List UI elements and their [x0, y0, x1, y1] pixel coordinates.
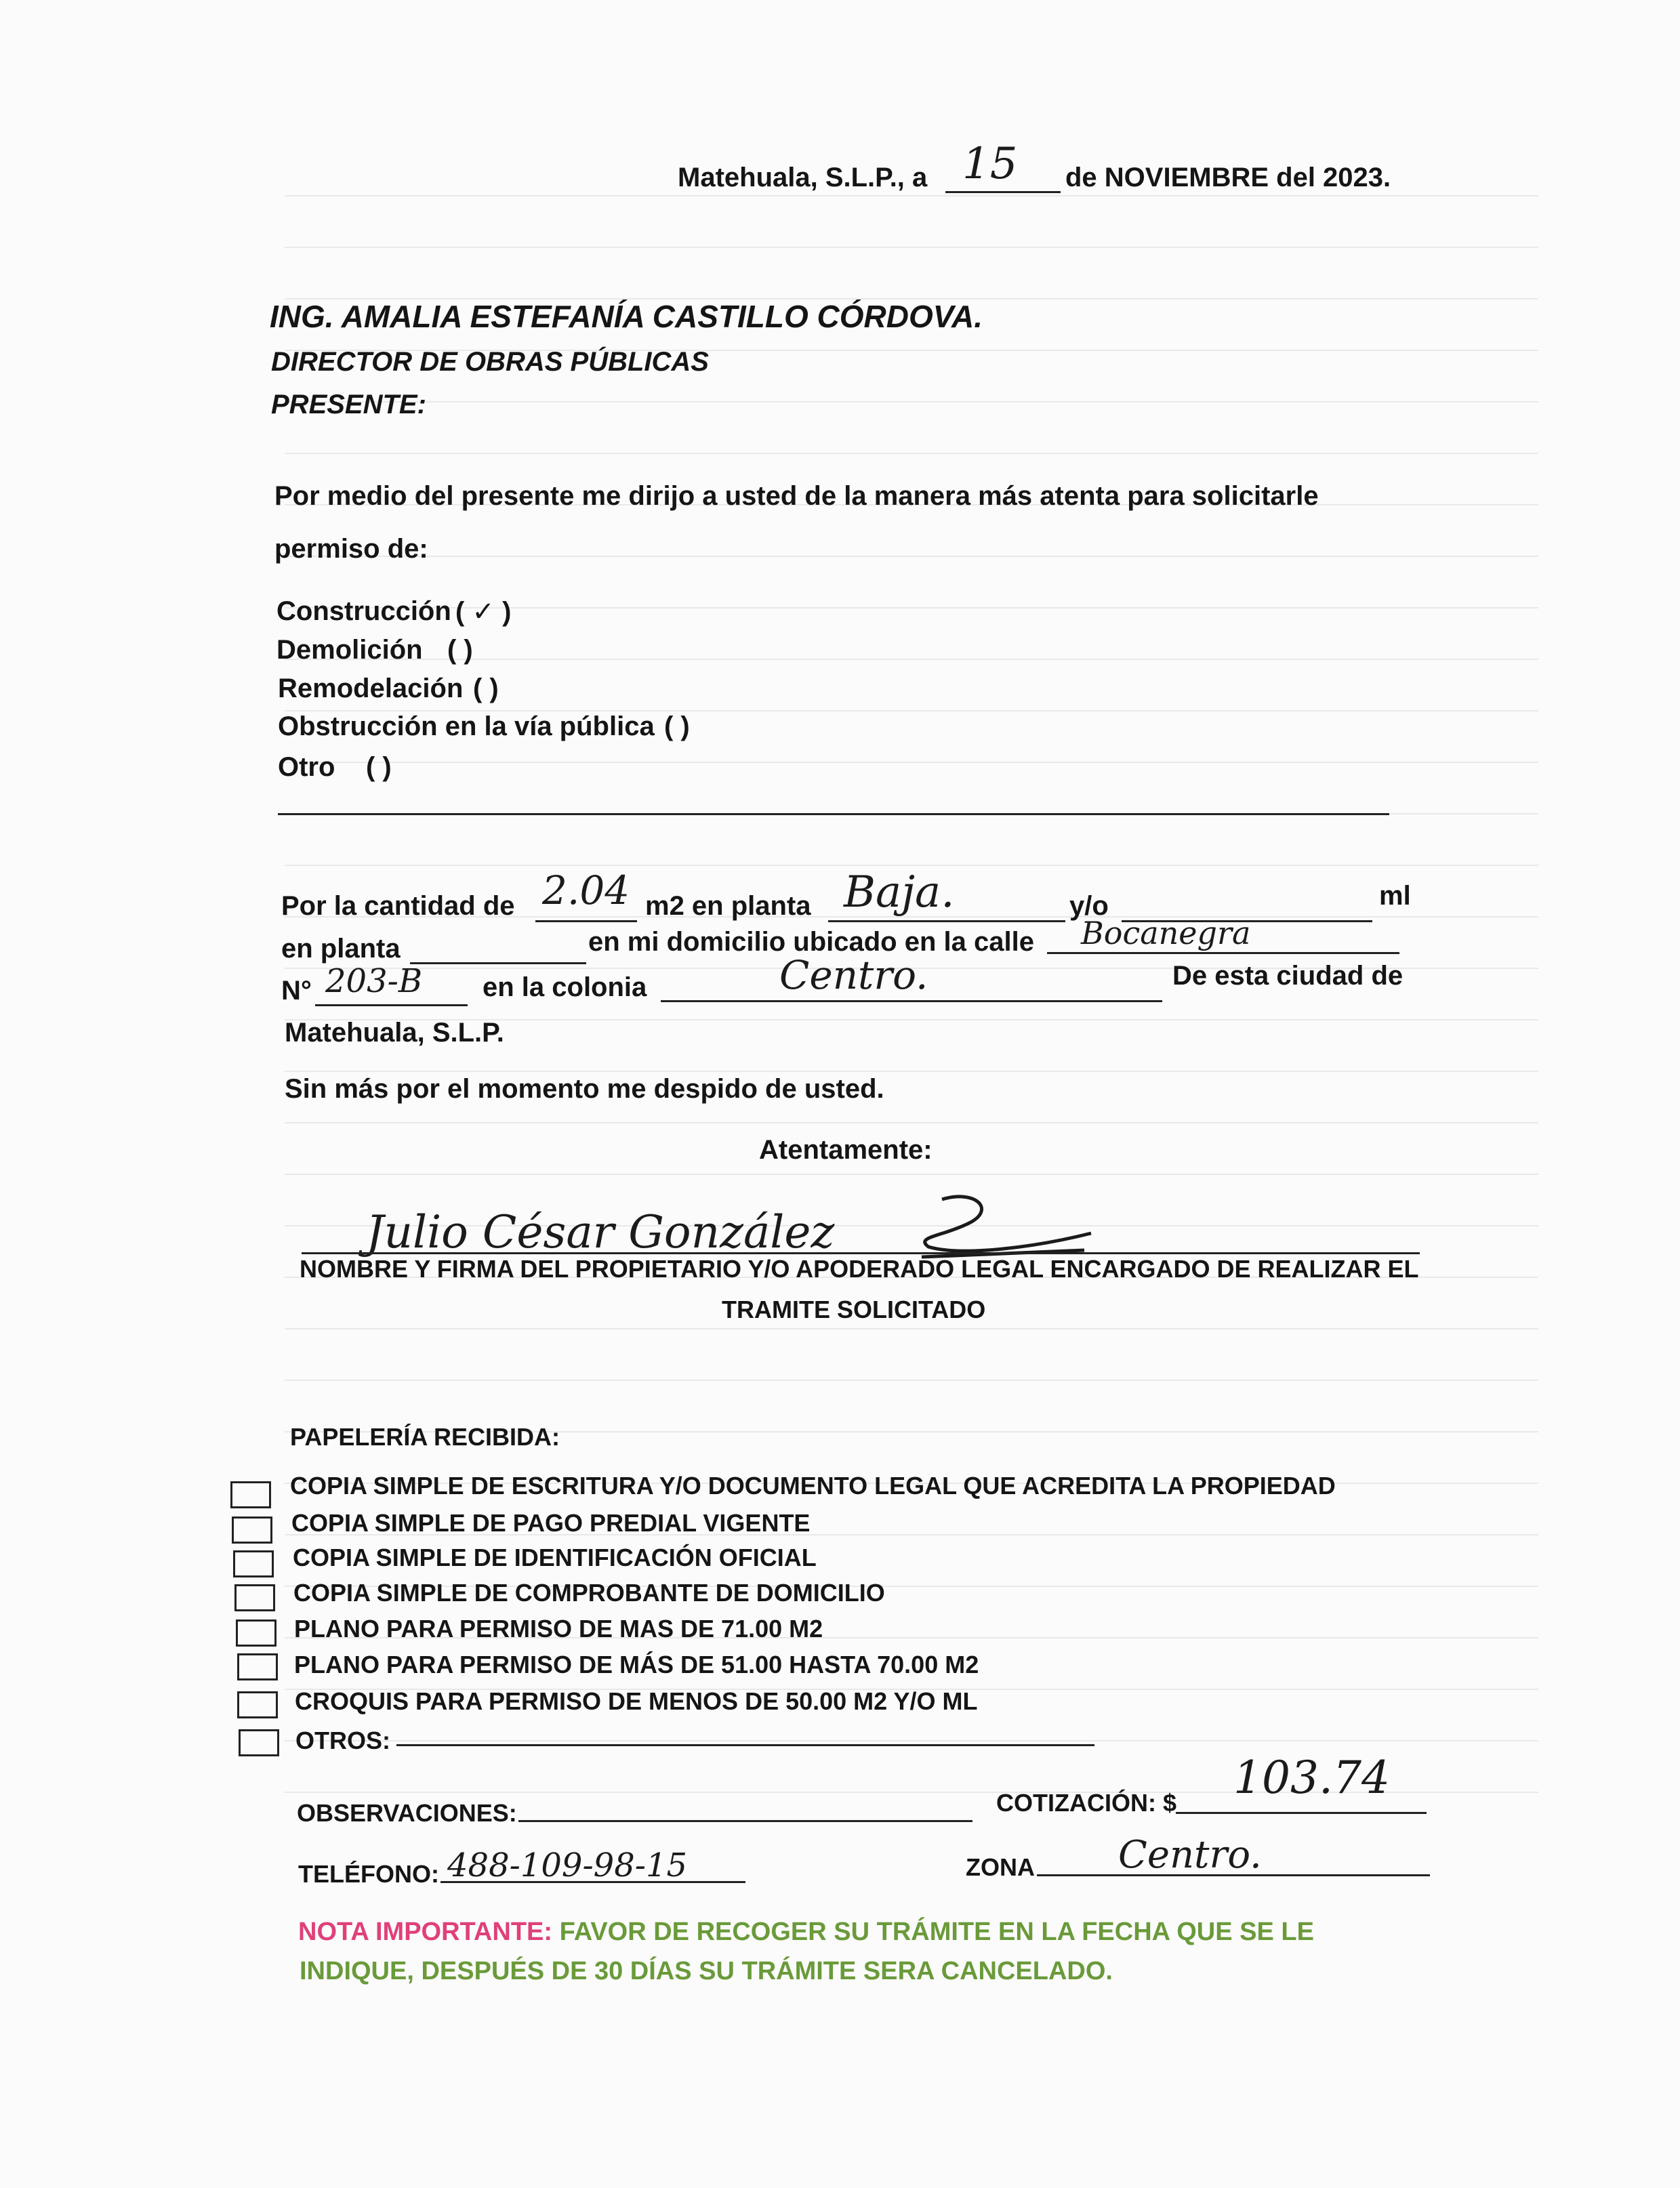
unit-label: m2 en planta — [645, 891, 811, 921]
quantity-label: Por la cantidad de — [281, 891, 515, 921]
quantity-line — [535, 920, 637, 922]
cotizacion-label: COTIZACIÓN: $ — [996, 1789, 1176, 1817]
documents-heading: PAPELERÍA RECIBIDA: — [290, 1423, 560, 1451]
cotizacion-line — [1176, 1812, 1427, 1814]
colonia-line — [661, 1000, 1162, 1002]
doc-item-predial: COPIA SIMPLE DE PAGO PREDIAL VIGENTE — [291, 1509, 811, 1537]
number-line — [315, 1004, 468, 1006]
cotizacion-value: 103.74 — [1233, 1752, 1390, 1804]
option-demolicion-label: Demolición — [276, 635, 423, 665]
farewell-text: Sin más por el momento me despido de usted. — [285, 1074, 884, 1104]
telefono-value: 488-109-98-15 — [447, 1846, 688, 1884]
option-construccion-mark[interactable]: ( ✓ ) — [455, 597, 512, 627]
date-suffix: de NOVIEMBRE del 2023. — [1065, 163, 1391, 192]
day-line — [945, 191, 1061, 193]
telefono-label: TELÉFONO: — [298, 1860, 439, 1888]
otros-line — [396, 1744, 1094, 1746]
addressee-presente: PRESENTE: — [271, 390, 426, 419]
doc-item-croquis: CROQUIS PARA PERMISO DE MENOS DE 50.00 M2 Y/O ML — [295, 1687, 978, 1715]
domicilio-label: en mi domicilio ubicado en la calle — [588, 927, 1034, 957]
quantity-value: 2.04 — [542, 867, 630, 913]
doc-checkbox-plano-71[interactable] — [236, 1619, 276, 1647]
street-line — [1047, 952, 1399, 954]
signature-caption-1: NOMBRE Y FIRMA DEL PROPIETARIO Y/O APODERADO LEGAL ENCARGADO DE REALIZAR EL — [300, 1255, 1419, 1283]
colonia-label: en la colonia — [483, 972, 647, 1002]
option-otro-label: Otro — [278, 752, 335, 782]
option-remodelacion-mark[interactable]: ( ) — [473, 674, 499, 703]
street-value: Bocanegra — [1081, 915, 1251, 951]
option-obstruccion-label: Obstrucción en la vía pública — [278, 711, 655, 741]
doc-item-escritura: COPIA SIMPLE DE ESCRITURA Y/O DOCUMENTO LEGAL QUE ACREDITA LA PROPIEDAD — [290, 1472, 1336, 1500]
zona-value: Centro. — [1118, 1833, 1262, 1877]
doc-checkbox-predial[interactable] — [232, 1516, 272, 1544]
doc-checkbox-identificacion[interactable] — [233, 1550, 274, 1577]
addressee-name: ING. AMALIA ESTEFANÍA CASTILLO CÓRDOVA. — [270, 299, 983, 334]
option-obstruccion-mark[interactable]: ( ) — [664, 711, 690, 741]
doc-item-domicilio: COPIA SIMPLE DE COMPROBANTE DE DOMICILIO — [293, 1579, 885, 1607]
intro-line-1: Por medio del presente me dirijo a usted de la manera más atenta para solicitarle — [274, 481, 1319, 511]
city-label: De esta ciudad de — [1172, 961, 1404, 991]
important-note-label: NOTA IMPORTANTE: — [298, 1918, 553, 1946]
important-note-line-1 — [298, 1918, 1314, 1947]
city-value: Matehuala, S.L.P. — [285, 1018, 504, 1048]
day-value: 15 — [962, 139, 1018, 189]
doc-checkbox-domicilio[interactable] — [234, 1584, 275, 1611]
number-value: 203-B — [325, 962, 423, 1000]
important-note-text-2: INDIQUE, DESPUÉS DE 30 DÍAS SU TRÁMITE SERA CANCELADO. — [300, 1957, 1113, 1985]
otro-blank-line — [278, 813, 1389, 815]
doc-item-plano-51: PLANO PARA PERMISO DE MÁS DE 51.00 HASTA 70.00 M2 — [294, 1651, 979, 1678]
yo-label: y/o — [1069, 891, 1109, 921]
signer-name: Julio César González — [366, 1206, 835, 1258]
regards-text: Atentamente: — [759, 1135, 933, 1165]
planta-value: Baja. — [844, 867, 955, 917]
planta-line — [828, 920, 1065, 922]
observaciones-line — [518, 1820, 972, 1822]
date-prefix: Matehuala, S.L.P., a — [678, 163, 928, 192]
signature-caption-2: TRAMITE SOLICITADO — [722, 1296, 986, 1323]
intro-line-2: permiso de: — [274, 534, 428, 564]
option-otro-mark[interactable]: ( ) — [366, 752, 392, 782]
option-demolicion-mark[interactable]: ( ) — [447, 635, 473, 665]
signature-line — [302, 1252, 1420, 1254]
doc-checkbox-otros[interactable] — [239, 1729, 279, 1756]
doc-item-otros: OTROS: — [295, 1727, 390, 1754]
doc-item-identificacion: COPIA SIMPLE DE IDENTIFICACIÓN OFICIAL — [293, 1544, 817, 1571]
important-note-text-1: FAVOR DE RECOGER SU TRÁMITE EN LA FECHA QUE SE LE — [559, 1918, 1314, 1946]
option-construccion-label: Construcción — [276, 596, 451, 626]
doc-checkbox-plano-51[interactable] — [237, 1653, 278, 1680]
doc-checkbox-croquis[interactable] — [237, 1691, 278, 1718]
ml-label: ml — [1379, 881, 1411, 911]
addressee-title: DIRECTOR DE OBRAS PÚBLICAS — [271, 347, 709, 377]
en-planta-label: en planta — [281, 934, 401, 964]
doc-checkbox-escritura[interactable] — [230, 1481, 271, 1508]
doc-item-plano-71: PLANO PARA PERMISO DE MAS DE 71.00 M2 — [294, 1615, 823, 1643]
zona-label: ZONA — [966, 1853, 1035, 1881]
option-remodelacion-label: Remodelación — [278, 674, 464, 703]
en-planta-line — [410, 962, 586, 964]
colonia-value: Centro. — [779, 952, 928, 998]
number-label: N° — [281, 976, 312, 1006]
observaciones-label: OBSERVACIONES: — [297, 1799, 517, 1827]
